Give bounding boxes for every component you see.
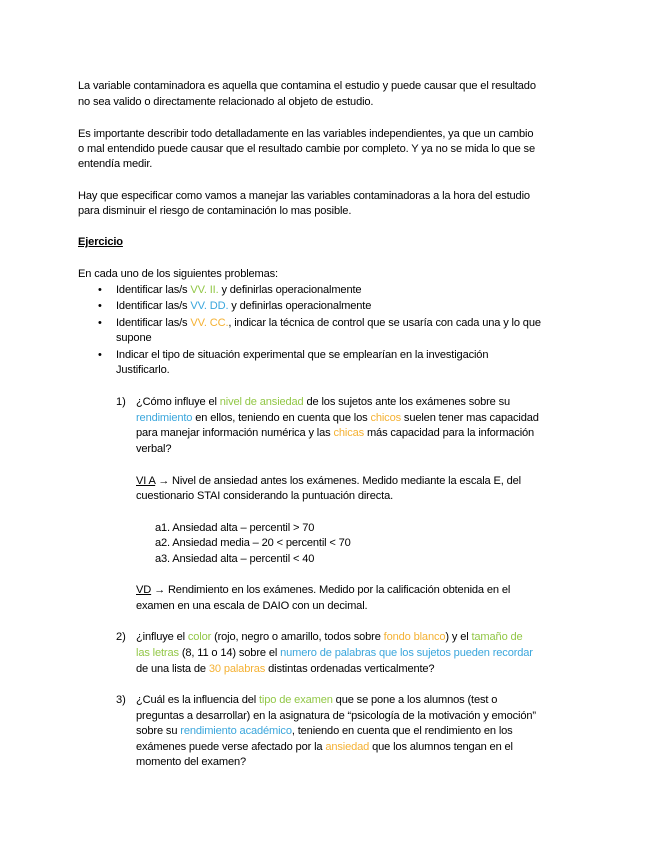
vd-definition-line2: examen en una escala de DAIO con un decimal.: [136, 600, 368, 612]
problem-2-line1: ¿influye el color (rojo, negro o amarillo, todos sobre fondo blanco) y el tamaño de: [136, 631, 523, 643]
arrow-icon: →: [155, 475, 172, 487]
lead-text: En cada uno de los siguientes problemas:: [78, 268, 278, 280]
problem-3-line2: preguntas a desarrollar) en la asignatura de “psicología de la motivación y emoción”: [136, 710, 536, 722]
intro-p1-line2: no sea valido o directamente relacionado al objeto de estudio.: [78, 96, 374, 108]
vd-label: VD: [136, 584, 152, 596]
bullet-item-4-line1: Indicar el tipo de situación experimental que se emplearían en la investigación: [116, 349, 489, 361]
highlight-vv-ii: VV. II.: [190, 284, 219, 296]
intro-p1-line1: La variable contaminadora es aquella que contamina el estudio y puede causar que el resultado: [78, 80, 536, 92]
problem-1-line1: ¿Cómo influye el nivel de ansiedad de los sujetos ante los exámenes sobre su: [136, 396, 511, 408]
problem-3-line4: exámenes puede verse afectado por la ansiedad que los alumnos tengan en el: [136, 741, 513, 753]
vi-definition-line2: cuestionario STAI considerando la puntuación directa.: [136, 490, 394, 502]
problem-2-line3: de una lista de 30 palabras distintas ordenadas verticalmente?: [136, 663, 435, 675]
bullet-dot: •: [98, 317, 102, 329]
level-a3: a3. Ansiedad alta – percentil < 40: [155, 553, 315, 565]
intro-p3-line2: para disminuir el riesgo de contaminación lo mas posible.: [78, 205, 352, 217]
section-heading: Ejercicio: [78, 236, 123, 248]
bullet-dot: •: [98, 349, 102, 361]
vi-label: VI A: [136, 475, 156, 487]
problem-3-line3: sobre su rendimiento académico, teniendo en cuenta que el rendimiento en los: [136, 725, 513, 737]
highlight-vv-cc: VV. CC.: [190, 317, 229, 329]
highlight-vv-dd: VV. DD.: [190, 300, 229, 312]
arrow-icon: →: [151, 584, 168, 596]
bullet-item-1: Identificar las/s VV. II. y definirlas operacionalmente: [116, 284, 362, 296]
problem-2-number: 2): [116, 631, 126, 643]
intro-p3-line1: Hay que especificar como vamos a manejar las variables contaminadoras a la hora del estudio: [78, 190, 530, 202]
intro-p2-line2: o mal entendido puede causar que el resultado cambie por completo. Y ya no se mida lo que se: [78, 143, 535, 155]
problem-1-number: 1): [116, 396, 126, 408]
vi-definition-line1: VI A → Nivel de ansiedad antes los exámenes. Medido mediante la escala E, del: [136, 475, 521, 487]
problem-1-line3: para manejar información numérica y las chicas más capacidad para la información: [136, 427, 535, 439]
bullet-item-4-line2: Justificarlo.: [116, 364, 170, 376]
problem-3-number: 3): [116, 694, 126, 706]
bullet-dot: •: [98, 300, 102, 312]
problem-1-line4: verbal?: [136, 443, 172, 455]
bullet-item-3: Identificar las/s VV. CC., indicar la técnica de control que se usaría con cada una y lo que: [116, 317, 541, 329]
level-a2: a2. Ansiedad media – 20 < percentil < 70: [155, 537, 351, 549]
level-a1: a1. Ansiedad alta – percentil > 70: [155, 522, 315, 534]
intro-p2-line3: entendía medir.: [78, 158, 153, 170]
problem-3-line1: ¿Cuál es la influencia del tipo de examen que se pone a los alumnos (test o: [136, 694, 498, 706]
problem-3-line5: momento del examen?: [136, 756, 246, 768]
bullet-item-3-cont: supone: [116, 332, 152, 344]
intro-p2-line1: Es importante describir todo detalladamente en las variables independientes, ya que un cambio: [78, 128, 534, 140]
bullet-dot: •: [98, 284, 102, 296]
bullet-item-2: Identificar las/s VV. DD. y definirlas operacionalmente: [116, 300, 372, 312]
vd-definition-line1: VD → Rendimiento en los exámenes. Medido por la calificación obtenida en el: [136, 584, 511, 596]
problem-1-line2: rendimiento en ellos, teniendo en cuenta que los chicos suelen tener mas capacidad: [136, 412, 539, 424]
problem-2-line2: las letras (8, 11 o 14) sobre el numero de palabras que los sujetos pueden recordar: [136, 647, 533, 659]
